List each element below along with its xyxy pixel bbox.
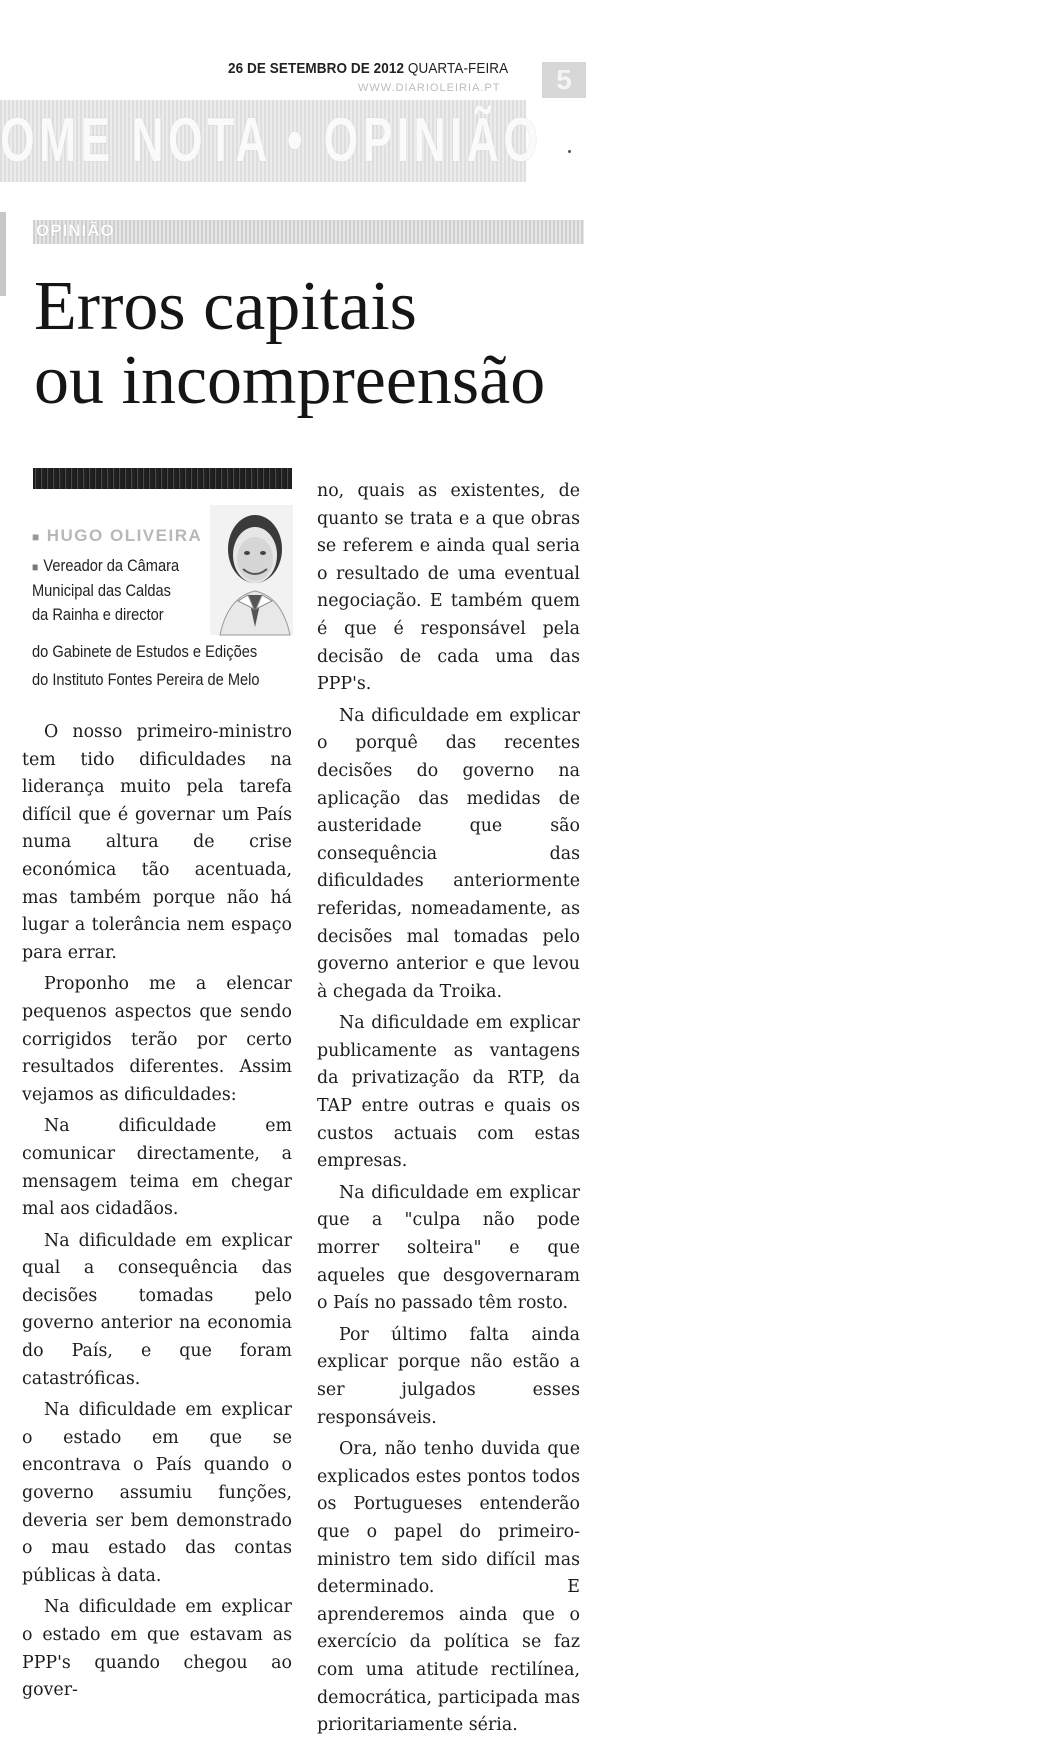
paragraph: no, quais as existentes, de quanto se trata e a que obras se referem e ainda qual seria o resultado de uma eventual negociação. E também quem é que é responsável pela decisão de cada uma das PPP's. — [317, 481, 580, 695]
page-number: 5 — [542, 62, 586, 98]
author-bio-line: da Rainha e director — [32, 605, 164, 624]
dateline — [228, 60, 508, 77]
paragraph: Na dificuldade em explicar o porquê das recentes decisões do governo na aplicação das medidas de austeridade que são consequência das dificuldades anteriormente referidas, nomeadamente, as decisões mal tomadas pelo governo anterior e que levou à chegada da Troika. — [317, 705, 580, 1002]
paragraph: O nosso primeiro-ministro tem tido dificuldades na liderança muito pela tarefa difícil que é governar um País numa altura de crise económica tão acentuada, mas também porque não há lugar a tolerância nem espaço para errar. — [22, 722, 292, 963]
author-block — [32, 526, 212, 627]
paragraph: Na dificuldade em explicar o estado em que estavam as PPP's quando chegou ao gover- — [22, 1597, 292, 1701]
paragraph: Na dificuldade em explicar que a "culpa não pode morrer solteira" e que aqueles que desgovernaram o País no passado têm rosto. — [317, 1182, 580, 1314]
author-bio-line: do Gabinete de Estudos e Edições — [32, 642, 258, 661]
weekday: QUARTA-FEIRA — [407, 60, 509, 77]
headline — [34, 270, 594, 418]
left-margin-bar — [0, 212, 6, 296]
square-bullet-icon: ■ — [32, 560, 39, 574]
paragraph: Proponho me a elencar pequenos aspectos que sendo corrigidos terão por certo resultados diferentes. Assim vejamos as dificuldades: — [22, 974, 292, 1105]
speck — [568, 150, 571, 153]
author-bio-line: Municipal das Caldas — [32, 581, 171, 600]
date: 26 DE SETEMBRO DE 2012 — [228, 60, 405, 77]
author-bio-affiliation — [32, 638, 260, 694]
paragraph: Por último falta ainda explicar porque não estão a ser julgados esses responsáveis. — [317, 1324, 580, 1428]
paragraph: Na dificuldade em explicar publicamente as vantagens da privatização da RTP, da TAP entre outras e quais os custos actuais com estas empresas. — [317, 1013, 580, 1172]
author-portrait-image — [210, 505, 293, 635]
section-label: OPINIÃO — [36, 221, 115, 240]
paragraph: Na dificuldade em explicar qual a consequência das decisões tomadas pelo governo anterior na economia do País, e que foram catastróficas. — [22, 1230, 292, 1389]
headline-line-1: Erros capitais — [34, 268, 417, 345]
author-bio-line: do Instituto Fontes Pereira de Melo — [32, 670, 260, 689]
article-column-2 — [317, 478, 580, 1740]
paragraph: Na dificuldade em comunicar directamente, a mensagem teima em chegar mal aos cidadãos. — [22, 1116, 292, 1220]
author-name: ■ HUGO OLIVEIRA — [32, 526, 203, 545]
headline-line-2: ou incompreensão — [34, 342, 546, 419]
website: WWW.DIARIOLEIRIA.PT — [358, 82, 501, 94]
author-bio-line: ■ Vereador da Câmara — [32, 556, 180, 575]
author-photo — [210, 505, 293, 635]
article-column-1 — [22, 719, 292, 1705]
paragraph: Na dificuldade em explicar o estado em que se encontrava o País quando o governo assumiu funções, deveria ser bem demonstrado o mau estado das contas públicas à data. — [22, 1400, 292, 1586]
paragraph: Ora, não tenho duvida que explicados estes pontos todos os Portugueses entenderão que o papel do primeiro-ministro tem sido difícil mas determinado. E aprenderemos ainda que o exercício da política se faz com uma atitude rectilínea, democrática, participada mas prioritariamente séria. — [317, 1439, 580, 1736]
section-strip — [33, 220, 584, 244]
byline-bar — [33, 468, 292, 489]
section-band-text: OME NOTA • OPINIÃO — [0, 106, 543, 175]
square-bullet-icon: ■ — [32, 530, 41, 544]
